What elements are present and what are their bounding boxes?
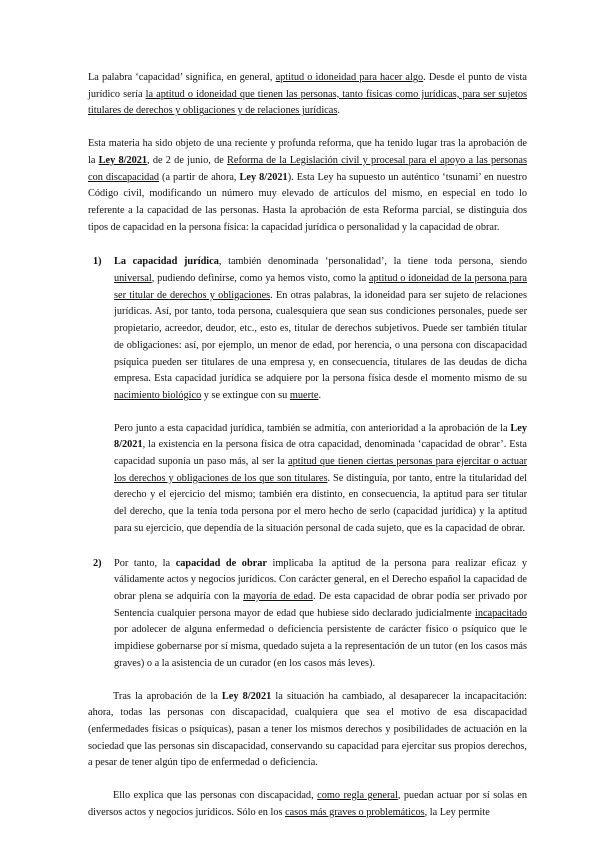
law-reference: Ley 8/2021 (98, 154, 148, 166)
paragraph-capacidad-obrar-intro: Pero junto a esta capacidad jurídica, también se admitía, con anterioridad a la aprobación de la Ley 8/2021, la existencia en la persona física de otra capacidad, denominada ‘capacidad de obrar’. Esta capacidad suponía un paso más, al ser la aptitud que tienen ciertas personas para ejercitar o actuar los derechos y obligaciones de los que son titulares. Se distinguía, por tanto, entre la titularidad del derecho y el ejercicio del mismo; también era distinto, en consecuencia, la aptitud para ser titular del derecho, que la tenía toda persona por el mero hecho de serlo (capacidad jurídica) y la aptitud para su ejercicio, que dependía de la situación personal de cada sujeto, que es la capacidad de obrar. (114, 422, 528, 534)
list-number: 1) (93, 256, 102, 268)
list-item-text: Por tanto, la capacidad de obrar implicaba la aptitud de la persona para realizar eficaz y válidamente actos y negocios jurídicos. Con carácter general, en el Derecho español la capacidad de obrar plena se adquiría con la mayoría de edad. De esta capacidad de obrar podía ser privado por Sentencia cualquier persona mayor de edad que hubiese sido declarado judicialmente incapacitado por adolecer de alguna enfermedad o deficiencia persistente de carácter físico o psíquico que le impidiese gobernarse por sí misma, quedado sujeta a la representación de un tutor (en los casos más graves) o a la asistencia de un curador (en los casos más leves). (114, 557, 528, 669)
term-heading: capacidad de obrar (175, 557, 267, 569)
term-heading: La capacidad jurídica (114, 256, 219, 268)
paragraph-tras-aprobacion: Tras la aprobación de la Ley 8/2021 la situación ha cambiado, al desaparecer la incapacitación: ahora, todas las personas con discapacidad, cualquiera que sea el motivo de esa discapacidad (enfermedades físicas o psíquicas), pasan a tener los mismos derechos y posibilidades de actuación en la sociedad que las personas sin discapacidad, conservando su capacidad para ejercitar sus propios derechos, a pesar de tener algún tipo de enfermedad o deficiencia. (88, 690, 527, 769)
law-reference: Ley 8/2021 (239, 171, 288, 183)
paragraph-capacidad-definition: La palabra ‘capacidad’ significa, en general, aptitud o idoneidad para hacer algo. Desde el punto de vista jurídico sería la aptitud o idoneidad que tienen las personas, tanto físicas como jurídicas, para ser sujetos titulares de derechos y obligaciones y de relaciones jurídicas. (88, 72, 527, 117)
list-number: 2) (93, 557, 102, 569)
list-item-text: La capacidad jurídica, también denominada ‘personalidad’, la tiene toda persona, siendo universal, pudiendo definirse, como ya hemos visto, como la aptitud o idoneidad de la persona para ser titular de derechos y obligaciones. En otras palabras, la idoneidad para ser sujeto de relaciones jurídicas. Así, por tanto, toda persona, cualesquiera que sean sus condiciones personales, puede ser propietario, acreedor, deudor, etc., esto es, titular de derechos subjetivos. Puede ser también titular de obligaciones: así, por ejemplo, un menor de edad, por herencia, o una persona con discapacidad psíquica pueden ser titulares de una empresa y, en consecuencia, titulares de las deudas de dicha empresa. Esta capacidad jurídica se adquiere por la persona física desde el momento mismo de su nacimiento biológico y se extingue con su muerte. (114, 256, 527, 401)
list-item-capacidad-juridica (91, 254, 527, 404)
list-item-capacidad-obrar (91, 556, 527, 673)
law-reference: Ley 8/2021 (221, 690, 272, 702)
law-reference: Ley 8/2021 (114, 422, 527, 451)
underlined-term: aptitud o idoneidad para hacer algo (275, 72, 424, 83)
paragraph-reforma: Esta materia ha sido objeto de una reciente y profunda reforma, que ha tenido lugar tras la aprobación de la Ley 8/2021, de 2 de junio, de Reforma de la Legislación civil y procesal para el apoyo a las personas con discapacidad (a partir de ahora, Ley 8/2021). Esta Ley ha supuesto un auténtico ‘tsunami’ en nuestro Código civil, modificando un número muy elevado de artículos del mismo, en especial en todo lo referente a la capacidad de las personas. Hasta la aprobación de esta Reforma parcial, se distinguía dos tipos de capacidad en la persona física: la capacidad jurídica o personalidad y la capacidad de obrar. (88, 138, 527, 233)
law-title: Reforma de la Legislación civil y procesal para el apoyo a las personas con discapacidad (88, 154, 527, 183)
paragraph-ello-explica: Ello explica que las personas con discapacidad, como regla general, puedan actuar por sí solas en diversos actos y negocios jurídicos. Sólo en los casos más graves o problemáticos, la Ley permite (88, 790, 528, 818)
underlined-definition: la aptitud o idoneidad que tienen las personas, tanto físicas como jurídicas, para ser sujetos titulares de derechos y obligaciones y de relaciones jurídicas (88, 88, 527, 117)
